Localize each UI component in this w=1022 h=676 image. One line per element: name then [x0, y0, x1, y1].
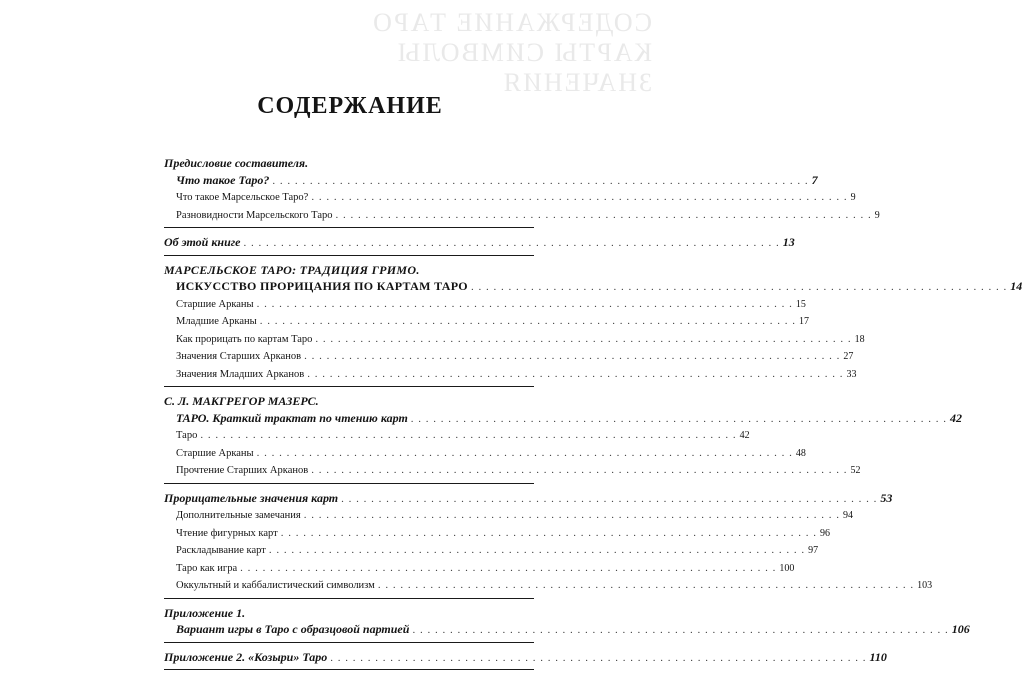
dot-leader [307, 366, 843, 383]
toc-entry[interactable] [164, 507, 853, 525]
dot-leader [304, 507, 840, 524]
toc-entry-title: Таро как игра [176, 562, 238, 574]
toc-entry-page-number: 9 [874, 209, 880, 221]
toc-entry-page-number: 97 [808, 545, 819, 556]
toc-entry-page-number: 18 [854, 333, 865, 345]
toc-entry-title: Чтение фигурных карт [176, 527, 278, 539]
toc-entry-page-number: 110 [869, 649, 887, 664]
toc-section [164, 393, 963, 484]
toc-entry-page-number: 15 [795, 298, 806, 310]
toc-section [164, 155, 880, 228]
dot-leader [257, 445, 793, 462]
toc-entry-title: Что такое Таро? [176, 172, 270, 187]
toc-entry-page-number: 53 [880, 490, 893, 505]
toc-entry[interactable] [164, 462, 861, 480]
dot-leader [281, 525, 817, 542]
dot-leader [341, 491, 877, 508]
toc-entry[interactable] [164, 427, 750, 445]
toc-entry-page-number: 9 [850, 192, 856, 203]
toc-entry-title: Приложение 2. «Козыри» Таро [164, 649, 328, 664]
toc-section [164, 649, 887, 671]
toc-entry-title: Младшие Арканы [176, 316, 257, 327]
toc-entry[interactable] [164, 313, 809, 331]
toc-entry-title: Приложение 1. [164, 605, 246, 620]
toc-entry[interactable] [164, 262, 534, 279]
toc-entry[interactable] [164, 207, 880, 225]
toc-entry[interactable] [164, 605, 534, 622]
toc-entry-page-number: 103 [917, 580, 933, 591]
toc-entry-page-number: 17 [798, 316, 809, 327]
toc-entry[interactable] [164, 621, 970, 639]
toc-entry-title: Вариант игры в Таро с образцовой партией [176, 622, 410, 636]
toc-entry[interactable] [164, 577, 933, 595]
toc-entry-title: Раскладывание карт [176, 545, 266, 556]
toc-entry[interactable] [164, 393, 534, 410]
toc-entry-page-number: 27 [843, 351, 854, 362]
toc-entry-page-number: 7 [811, 172, 818, 187]
dot-leader [378, 577, 914, 594]
toc-entry[interactable] [164, 155, 534, 172]
dot-leader [412, 622, 948, 639]
toc-entry-title: ИСКУССТВО ПРОРИЦАНИЯ ПО КАРТАМ ТАРО [176, 279, 468, 293]
dot-leader [411, 411, 947, 428]
toc-entry[interactable] [164, 560, 795, 578]
dot-leader [315, 331, 851, 348]
toc-entry[interactable] [164, 172, 818, 190]
toc-entry-title: Оккультный и каббалистический символизм [176, 580, 375, 591]
toc-entry-title: С. Л. МАКГРЕГОР МАЗЕРС. [164, 394, 319, 408]
toc-entry-title: Старшие Арканы [176, 447, 254, 459]
bleed-through-text: СОДЕРЖАНИЕ ТАРО КАРТЫ СИМВОЛЫ ЗНАЧЕНИЯ [371, 8, 652, 97]
toc-entry-title: Как прорицать по картам Таро [176, 333, 313, 345]
toc-entry[interactable] [164, 649, 887, 667]
toc-entry-title: Что такое Марсельское Таро? [176, 192, 309, 203]
dot-leader [311, 189, 847, 206]
toc-entry-page-number: 42 [739, 430, 750, 441]
dot-leader [471, 279, 1007, 296]
toc-entry-title: Прочтение Старших Арканов [176, 465, 309, 476]
toc-entry[interactable] [164, 234, 795, 252]
toc-entry[interactable] [164, 445, 806, 463]
dot-leader [269, 542, 805, 559]
toc-entry[interactable] [164, 542, 819, 560]
toc-entry-page-number: 52 [850, 465, 861, 476]
toc-entry[interactable] [164, 189, 856, 207]
toc-entry[interactable] [164, 410, 963, 428]
toc-section [164, 262, 1022, 388]
toc-entry[interactable] [164, 366, 857, 384]
toc-entry-title: Об этой книге [164, 235, 241, 249]
dot-leader [260, 313, 796, 330]
toc-entry-page-number: 96 [819, 527, 830, 539]
dot-leader [311, 462, 847, 479]
dot-leader [336, 207, 872, 224]
toc-entry[interactable] [164, 331, 865, 349]
toc-entry-page-number: 33 [846, 368, 857, 380]
dot-leader [244, 235, 780, 252]
dot-leader [200, 427, 736, 444]
toc-entry[interactable] [164, 348, 854, 366]
table-of-contents [164, 155, 1022, 676]
toc-entry-title: Старшие Арканы [176, 298, 254, 310]
toc-entry[interactable] [164, 296, 806, 314]
dot-leader [304, 348, 840, 365]
toc-section [164, 490, 933, 599]
toc-entry-title: Значения Старших Арканов [176, 351, 302, 362]
toc-entry-page-number: 13 [782, 235, 795, 249]
toc-entry-page-number: 106 [951, 622, 970, 636]
toc-entry-title: Предисловие составителя. [164, 156, 309, 170]
toc-entry-page-number: 48 [795, 447, 806, 459]
dot-leader [257, 296, 793, 313]
toc-entry-title: ТАРО. Краткий трактат по чтению карт [176, 410, 408, 425]
toc-entry[interactable] [164, 278, 1022, 296]
toc-section [164, 605, 970, 643]
toc-entry-title: Прорицательные значения карт [164, 490, 339, 505]
toc-section [164, 234, 795, 256]
toc-entry-title: Таро [176, 430, 198, 441]
toc-entry-page-number: 42 [950, 410, 963, 425]
dot-leader [330, 650, 866, 667]
toc-entry-page-number: 100 [779, 562, 795, 574]
toc-entry-title: МАРСЕЛЬСКОЕ ТАРО: ТРАДИЦИЯ ГРИМО. [164, 262, 420, 277]
toc-entry-page-number: 94 [842, 510, 853, 521]
toc-entry[interactable] [164, 490, 893, 508]
toc-entry-title: Значения Младших Арканов [176, 368, 305, 380]
page-title: СОДЕРЖАНИЕ [257, 93, 443, 119]
toc-entry-title: Разновидности Марсельского Таро [176, 209, 333, 221]
dot-leader [272, 173, 808, 190]
toc-entry-title: Дополнительные замечания [176, 510, 301, 521]
toc-entry-page-number: 14 [1010, 279, 1022, 293]
dot-leader [240, 560, 776, 577]
toc-entry[interactable] [164, 525, 830, 543]
